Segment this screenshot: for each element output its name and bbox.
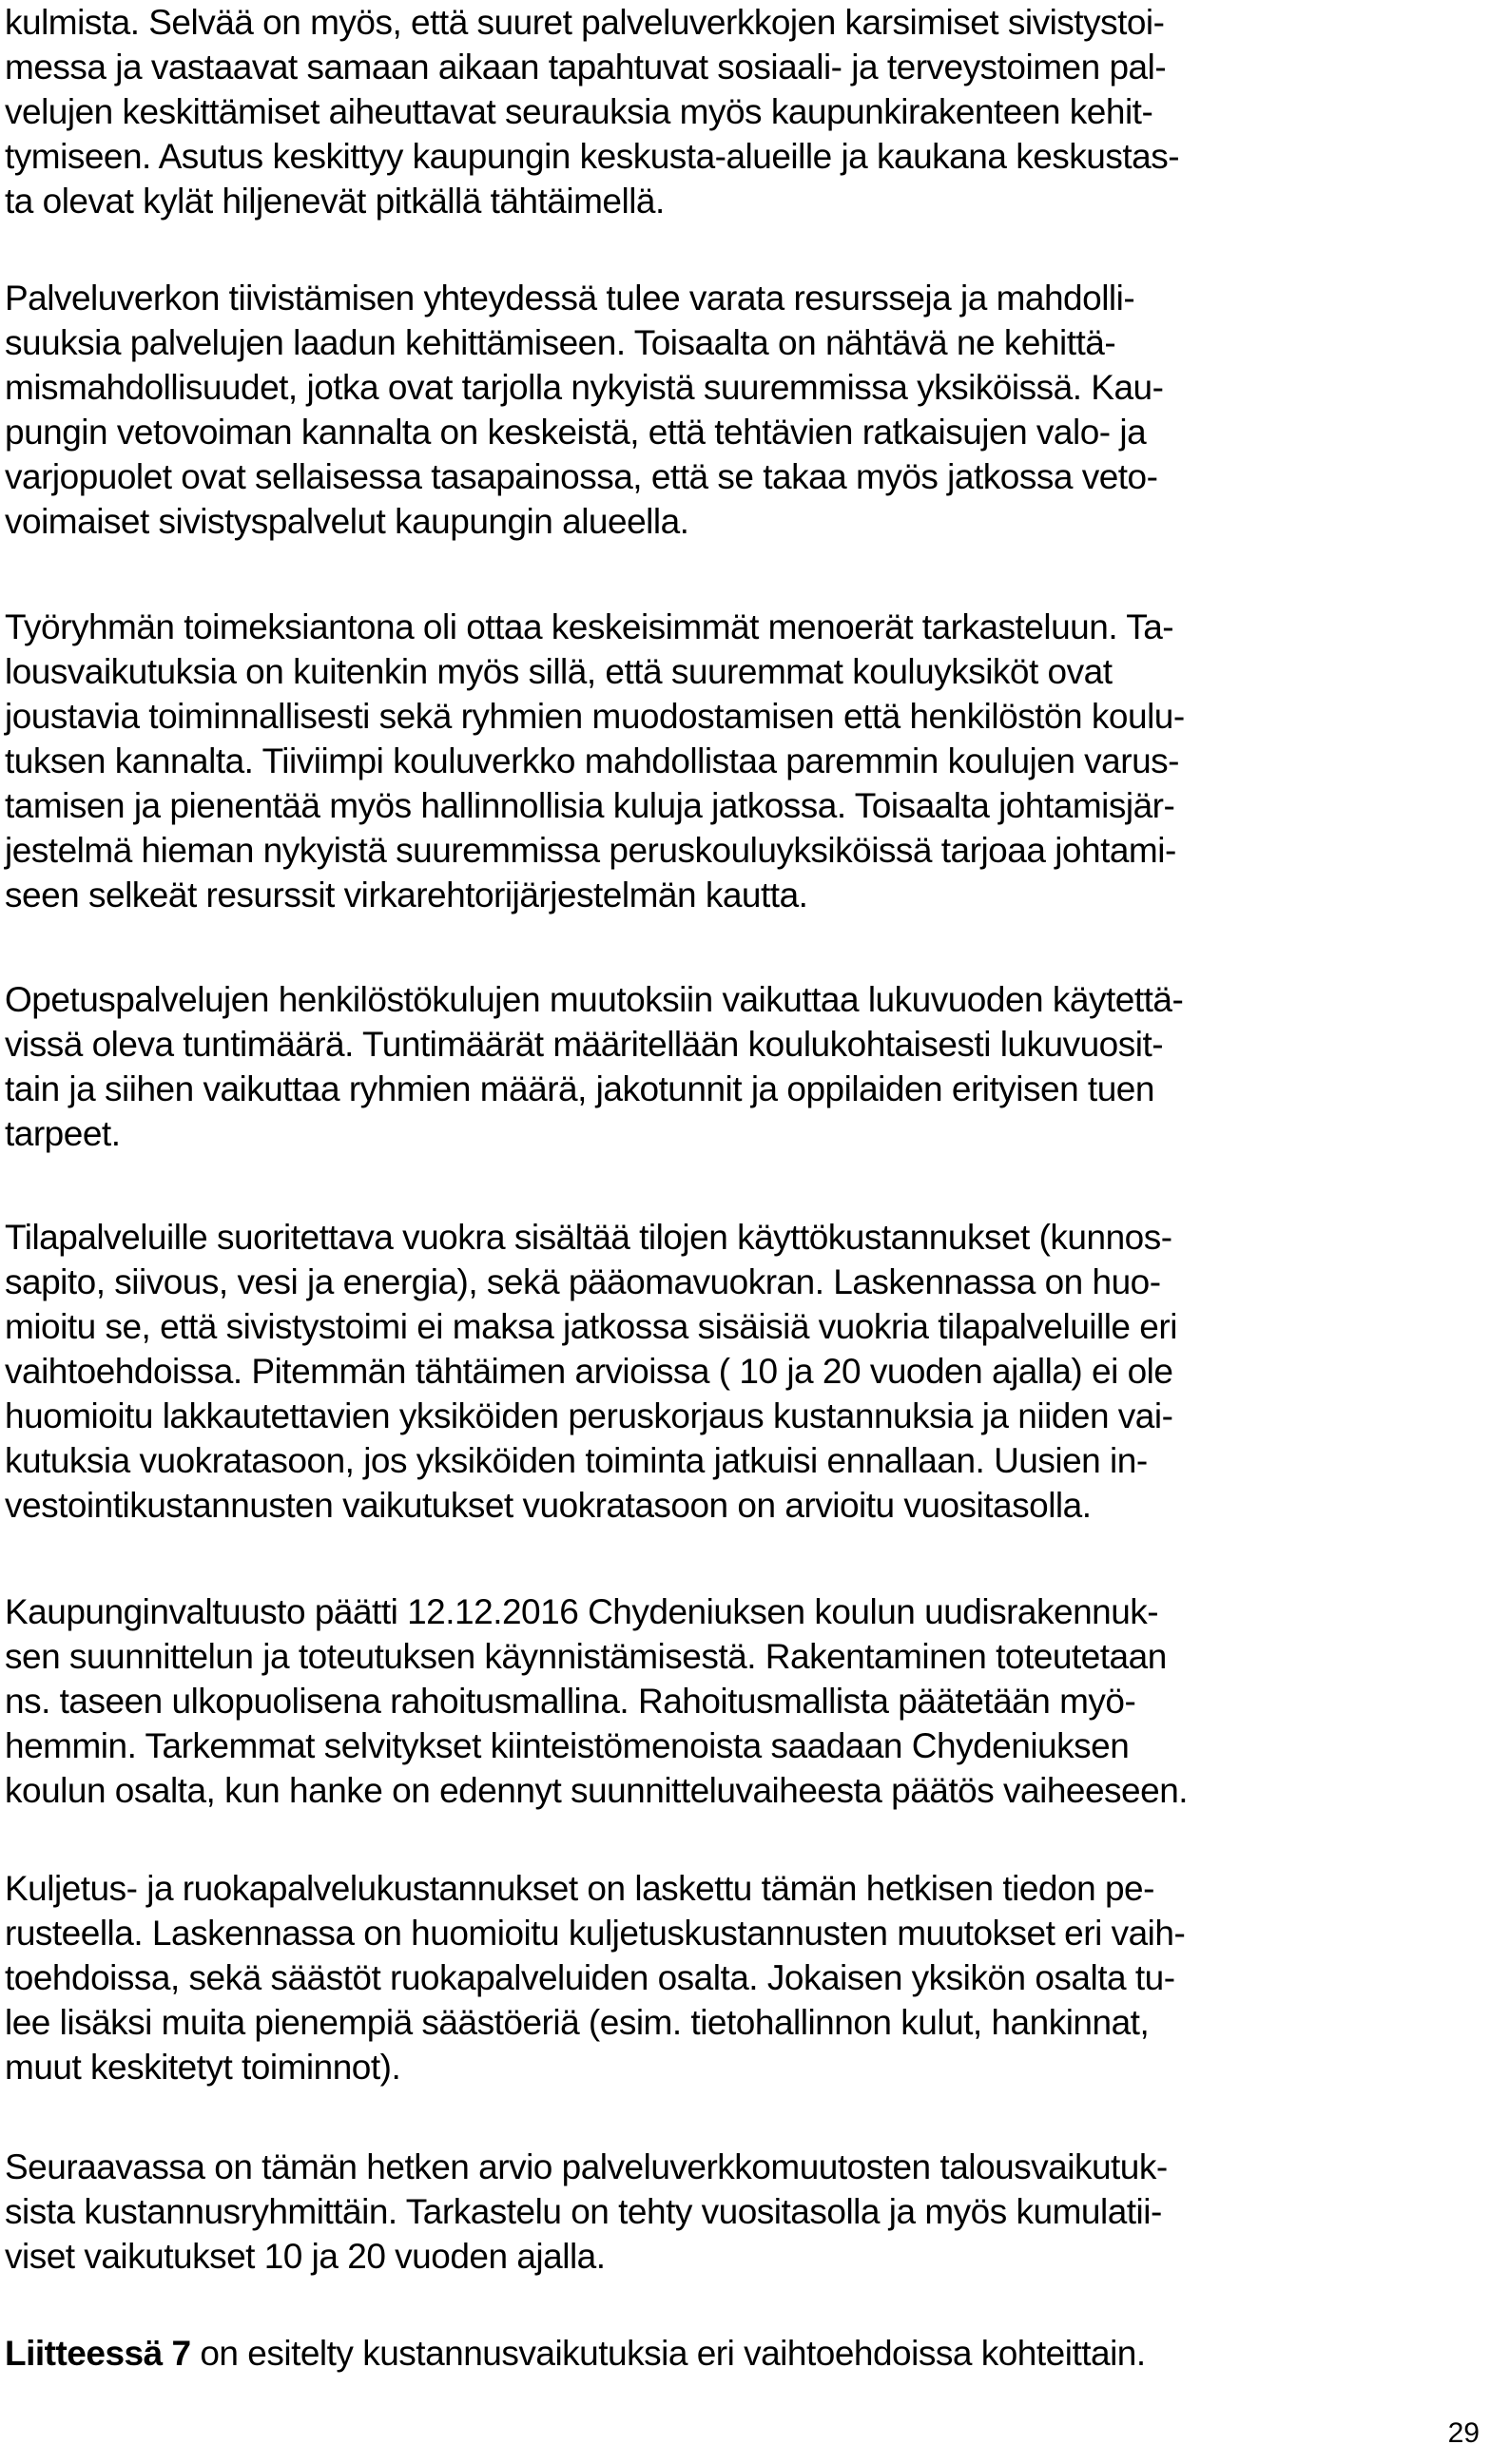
text-line: Kuljetus- ja ruokapalvelukustannukset on laskettu tämän hetkisen tiedon pe- (5, 1869, 1154, 1908)
paragraph-8 (5, 2145, 1168, 2279)
text-line: toehdoissa, sekä säästöt ruokapalveluiden osalta. Jokaisen yksikön osalta tu- (5, 1958, 1175, 1997)
paragraph-3 (5, 605, 1185, 917)
paragraph-1 (5, 0, 1179, 223)
text-line: messa ja vastaavat samaan aikaan tapahtuvat sosiaali- ja terveystoimen pal- (5, 48, 1167, 87)
text-line: ns. taseen ulkopuolisena rahoitusmallina. Rahoitusmallista päätetään myö- (5, 1682, 1136, 1721)
text-line: sapito, siivous, vesi ja energia), sekä pääomavuokran. Laskennassa on huo- (5, 1262, 1161, 1301)
text-line: tarpeet. (5, 1114, 121, 1153)
text-line: kutuksia vuokratasoon, jos yksiköiden toiminta jatkuisi ennallaan. Uusien in- (5, 1441, 1148, 1480)
text-line: mismahdollisuudet, jotka ovat tarjolla nykyistä suuremmissa yksiköissä. Kau- (5, 368, 1164, 407)
paragraph-7 (5, 1866, 1185, 2089)
paragraph-2 (5, 276, 1163, 544)
text-line: Kaupunginvaltuusto päätti 12.12.2016 Chydeniuksen koulun uudisrakennuk- (5, 1592, 1159, 1631)
paragraph-4 (5, 977, 1183, 1156)
text-line: muut keskitetyt toiminnot). (5, 2048, 401, 2087)
text-line: kulmista. Selvää on myös, että suuret palveluverkkojen karsimiset sivistystoi- (5, 3, 1165, 42)
text-line: koulun osalta, kun hanke on edennyt suunnitteluvaiheesta päätös vaiheeseen. (5, 1771, 1189, 1810)
text-line: joustavia toiminnallisesti sekä ryhmien muodostamisen että henkilöstön koulu- (5, 697, 1185, 736)
text-line: jestelmä hieman nykyistä suuremmissa peruskouluyksiköissä tarjoaa johtami- (5, 831, 1176, 870)
text-line: viset vaikutukset 10 ja 20 vuoden ajalla. (5, 2237, 606, 2276)
text-line: vaihtoehdoissa. Pitemmän tähtäimen arvioissa ( 10 ja 20 vuoden ajalla) ei ole (5, 1352, 1173, 1391)
text-line: tain ja siihen vaikuttaa ryhmien määrä, jakotunnit ja oppilaiden erityisen tuen (5, 1069, 1154, 1108)
text-line: rusteella. Laskennassa on huomioitu kuljetuskustannusten muutokset eri vaih- (5, 1914, 1186, 1953)
text-line: sen suunnittelun ja toteutuksen käynnistämisestä. Rakentaminen toteutetaan (5, 1637, 1167, 1676)
text-line: vestointikustannusten vaikutukset vuokratasoon on arvioitu vuositasolla. (5, 1486, 1092, 1525)
appendix-text: on esitelty kustannusvaikutuksia eri vaihtoehdoissa kohteittain. (190, 2334, 1146, 2373)
text-line: Opetuspalvelujen henkilöstökulujen muutoksiin vaikuttaa lukuvuoden käytettä- (5, 980, 1184, 1019)
paragraph-5 (5, 1215, 1177, 1528)
text-line: voimaiset sivistyspalvelut kaupungin alueella. (5, 502, 689, 541)
text-line: tuksen kannalta. Tiiviimpi kouluverkko mahdollistaa paremmin koulujen varus- (5, 741, 1179, 780)
text-line (5, 2331, 1146, 2376)
text-line: Työryhmän toimeksiantona oli ottaa keskeisimmät menoerät tarkasteluun. Ta- (5, 607, 1174, 646)
text-line: lousvaikutuksia on kuitenkin myös sillä, että suuremmat kouluyksiköt ovat (5, 652, 1113, 691)
text-line: pungin vetovoiman kannalta on keskeistä, että tehtävien ratkaisujen valo- ja (5, 413, 1147, 452)
text-line: Tilapalveluille suoritettava vuokra sisältää tilojen käyttökustannukset (kunnos- (5, 1218, 1172, 1257)
text-line: Seuraavassa on tämän hetken arvio palveluverkkomuutosten talousvaikutuk- (5, 2147, 1168, 2186)
text-line: Palveluverkon tiivistämisen yhteydessä tulee varata resursseja ja mahdolli- (5, 279, 1135, 318)
text-line: seen selkeät resurssit virkarehtorijärjestelmän kautta. (5, 876, 808, 914)
paragraph-6 (5, 1589, 1188, 1813)
page-number: 29 (1447, 2417, 1480, 2449)
text-line: ta olevat kylät hiljenevät pitkällä tähtäimellä. (5, 182, 665, 221)
text-line: lee lisäksi muita pienempiä säästöeriä (esim. tietohallinnon kulut, hankinnat, (5, 2003, 1150, 2042)
text-line: velujen keskittämiset aiheuttavat seurauksia myös kaupunkirakenteen kehit- (5, 92, 1153, 131)
text-line: suuksia palvelujen laadun kehittämiseen. Toisaalta on nähtävä ne kehittä- (5, 323, 1116, 362)
text-line: tymiseen. Asutus keskittyy kaupungin keskusta-alueille ja kaukana keskustas- (5, 137, 1180, 176)
text-line: vissä oleva tuntimäärä. Tuntimäärät määritellään koulukohtaisesti lukuvuosit- (5, 1025, 1164, 1064)
text-line: tamisen ja pienentää myös hallinnollisia kuluja jatkossa. Toisaalta johtamisjär- (5, 786, 1175, 825)
text-line: sista kustannusryhmittäin. Tarkastelu on tehty vuositasolla ja myös kumulatii- (5, 2192, 1162, 2231)
paragraph-appendix-reference (5, 2331, 1146, 2376)
text-line: huomioitu lakkautettavien yksiköiden peruskorjaus kustannuksia ja niiden vai- (5, 1396, 1173, 1435)
text-line: hemmin. Tarkemmat selvitykset kiinteistömenoista saadaan Chydeniuksen (5, 1726, 1130, 1765)
text-line: varjopuolet ovat sellaisessa tasapainossa, että se takaa myös jatkossa veto- (5, 457, 1158, 496)
text-line: mioitu se, että sivistystoimi ei maksa jatkossa sisäisiä vuokria tilapalveluille eri (5, 1307, 1177, 1346)
appendix-label: Liitteessä 7 (5, 2334, 191, 2373)
